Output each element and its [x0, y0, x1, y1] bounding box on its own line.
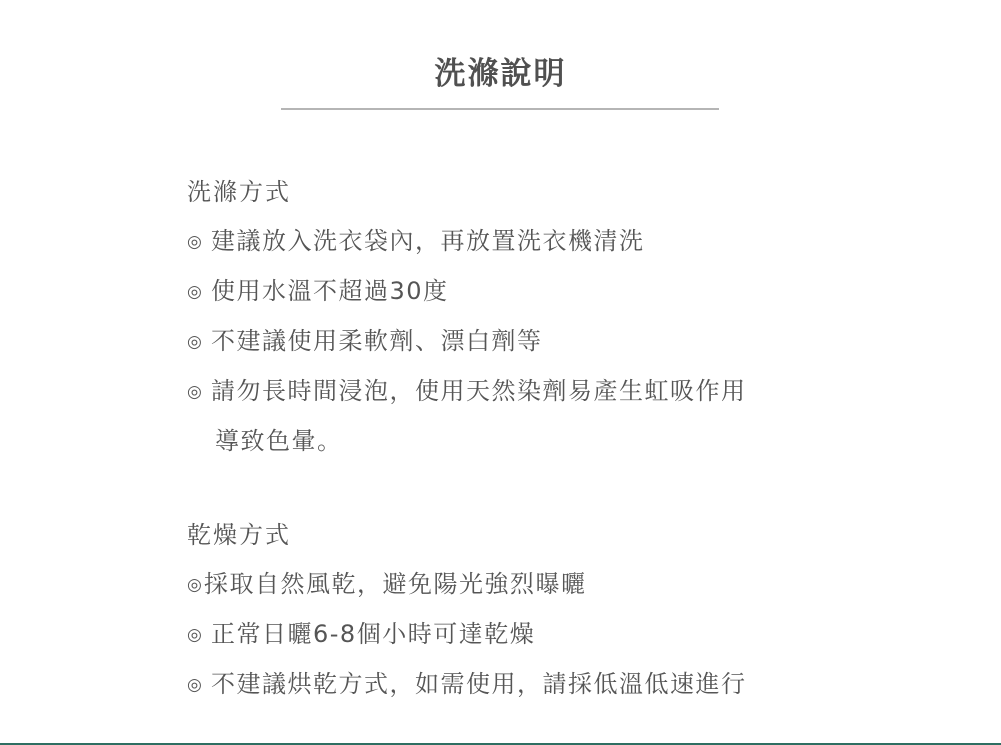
- washing-heading: 洗滌方式: [187, 178, 291, 206]
- washing-section: [187, 168, 847, 466]
- drying-item-text: 採取自然風乾，避免陽光強烈曝曬: [204, 570, 587, 598]
- title-divider: [281, 108, 719, 110]
- washing-item: [187, 267, 847, 317]
- washing-item-continuation: 導致色暈。: [215, 427, 343, 455]
- bullet-icon: ◎: [187, 282, 204, 302]
- drying-section: [187, 511, 847, 710]
- bullet-icon: ◎: [187, 675, 204, 695]
- drying-item: [187, 560, 847, 610]
- drying-item-text: 不建議烘乾方式，如需使用，請採低溫低速進行: [211, 670, 747, 698]
- drying-item-text: 正常日曬6-8個小時可達乾燥: [211, 620, 536, 648]
- washing-item-text: 使用水溫不超過30度: [211, 277, 449, 305]
- bullet-icon: ◎: [187, 382, 204, 402]
- drying-heading: 乾燥方式: [187, 521, 291, 549]
- bullet-icon: ◎: [187, 232, 204, 252]
- bullet-icon: ◎: [187, 625, 204, 645]
- page-title: 洗滌說明: [434, 56, 567, 92]
- washing-item-text: 建議放入洗衣袋內，再放置洗衣機清洗: [211, 227, 645, 255]
- washing-item: [187, 317, 847, 367]
- washing-item-text: 請勿長時間浸泡，使用天然染劑易產生虹吸作用: [211, 377, 747, 405]
- washing-item-text: 不建議使用柔軟劑、漂白劑等: [211, 327, 543, 355]
- bullet-icon: ◎: [187, 575, 204, 595]
- washing-item: [187, 217, 847, 267]
- drying-item: [187, 660, 847, 710]
- drying-item: [187, 610, 847, 660]
- bullet-icon: ◎: [187, 332, 204, 352]
- washing-item: [187, 367, 847, 417]
